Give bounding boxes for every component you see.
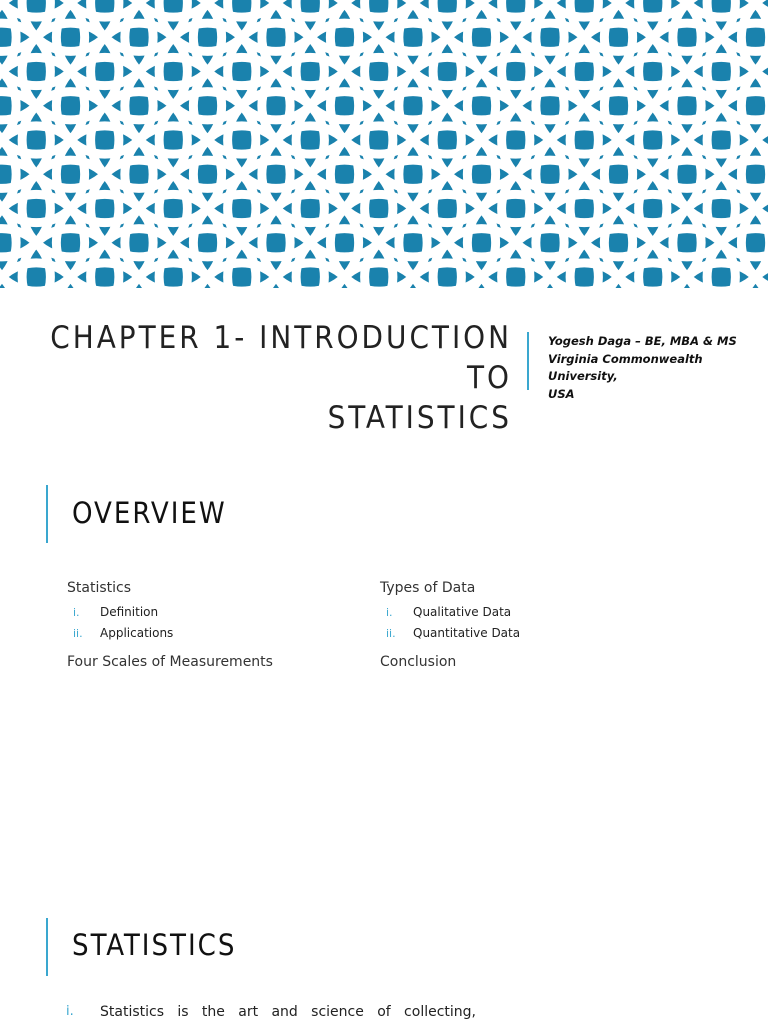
interlocking-circles-pattern	[0, 0, 768, 288]
list-label: Quantitative Data	[413, 626, 521, 640]
list-label: Applications	[100, 626, 174, 640]
list-number: i.	[73, 606, 80, 619]
list-label: Qualitative Data	[413, 605, 512, 619]
chapter-title-line2: STATISTICS	[327, 400, 512, 436]
overview-right-column	[380, 580, 680, 676]
list-number: i.	[386, 606, 393, 619]
overview-title: OVERVIEW	[72, 496, 227, 530]
chapter-title	[42, 318, 512, 438]
statistics-sublist	[73, 602, 357, 644]
overview-accent-bar	[46, 485, 48, 543]
list-item	[73, 623, 357, 644]
overview-heading-scales: Four Scales of Measurements	[67, 654, 273, 670]
overview-heading-types: Types of Data	[380, 580, 476, 596]
author-affiliation: Virginia Commonwealth University,	[548, 351, 703, 383]
list-number: ii.	[73, 627, 83, 640]
statistics-definition-item	[66, 1004, 476, 1020]
statistics-definition-text: Statistics is the art and science of collecting,	[100, 1004, 476, 1020]
author-info	[548, 333, 758, 403]
list-item	[386, 623, 680, 644]
overview-left-column	[67, 580, 357, 676]
list-item	[386, 602, 680, 623]
list-number: ii.	[386, 627, 396, 640]
list-label: Definition	[100, 605, 159, 619]
overview-heading-statistics: Statistics	[67, 580, 131, 596]
author-name: Yogesh Daga – BE, MBA & MS	[548, 334, 737, 348]
overview-heading-conclusion: Conclusion	[380, 654, 457, 670]
statistics-accent-bar	[46, 918, 48, 976]
list-number: i.	[66, 1004, 74, 1019]
chapter-title-line1: CHAPTER 1- INTRODUCTION TO	[50, 320, 512, 396]
statistics-title: STATISTICS	[72, 928, 237, 962]
author-country: USA	[548, 386, 575, 401]
list-item	[73, 602, 357, 623]
types-sublist	[386, 602, 680, 644]
decorative-banner	[0, 0, 768, 288]
title-slide	[0, 288, 768, 436]
title-divider	[527, 332, 529, 390]
